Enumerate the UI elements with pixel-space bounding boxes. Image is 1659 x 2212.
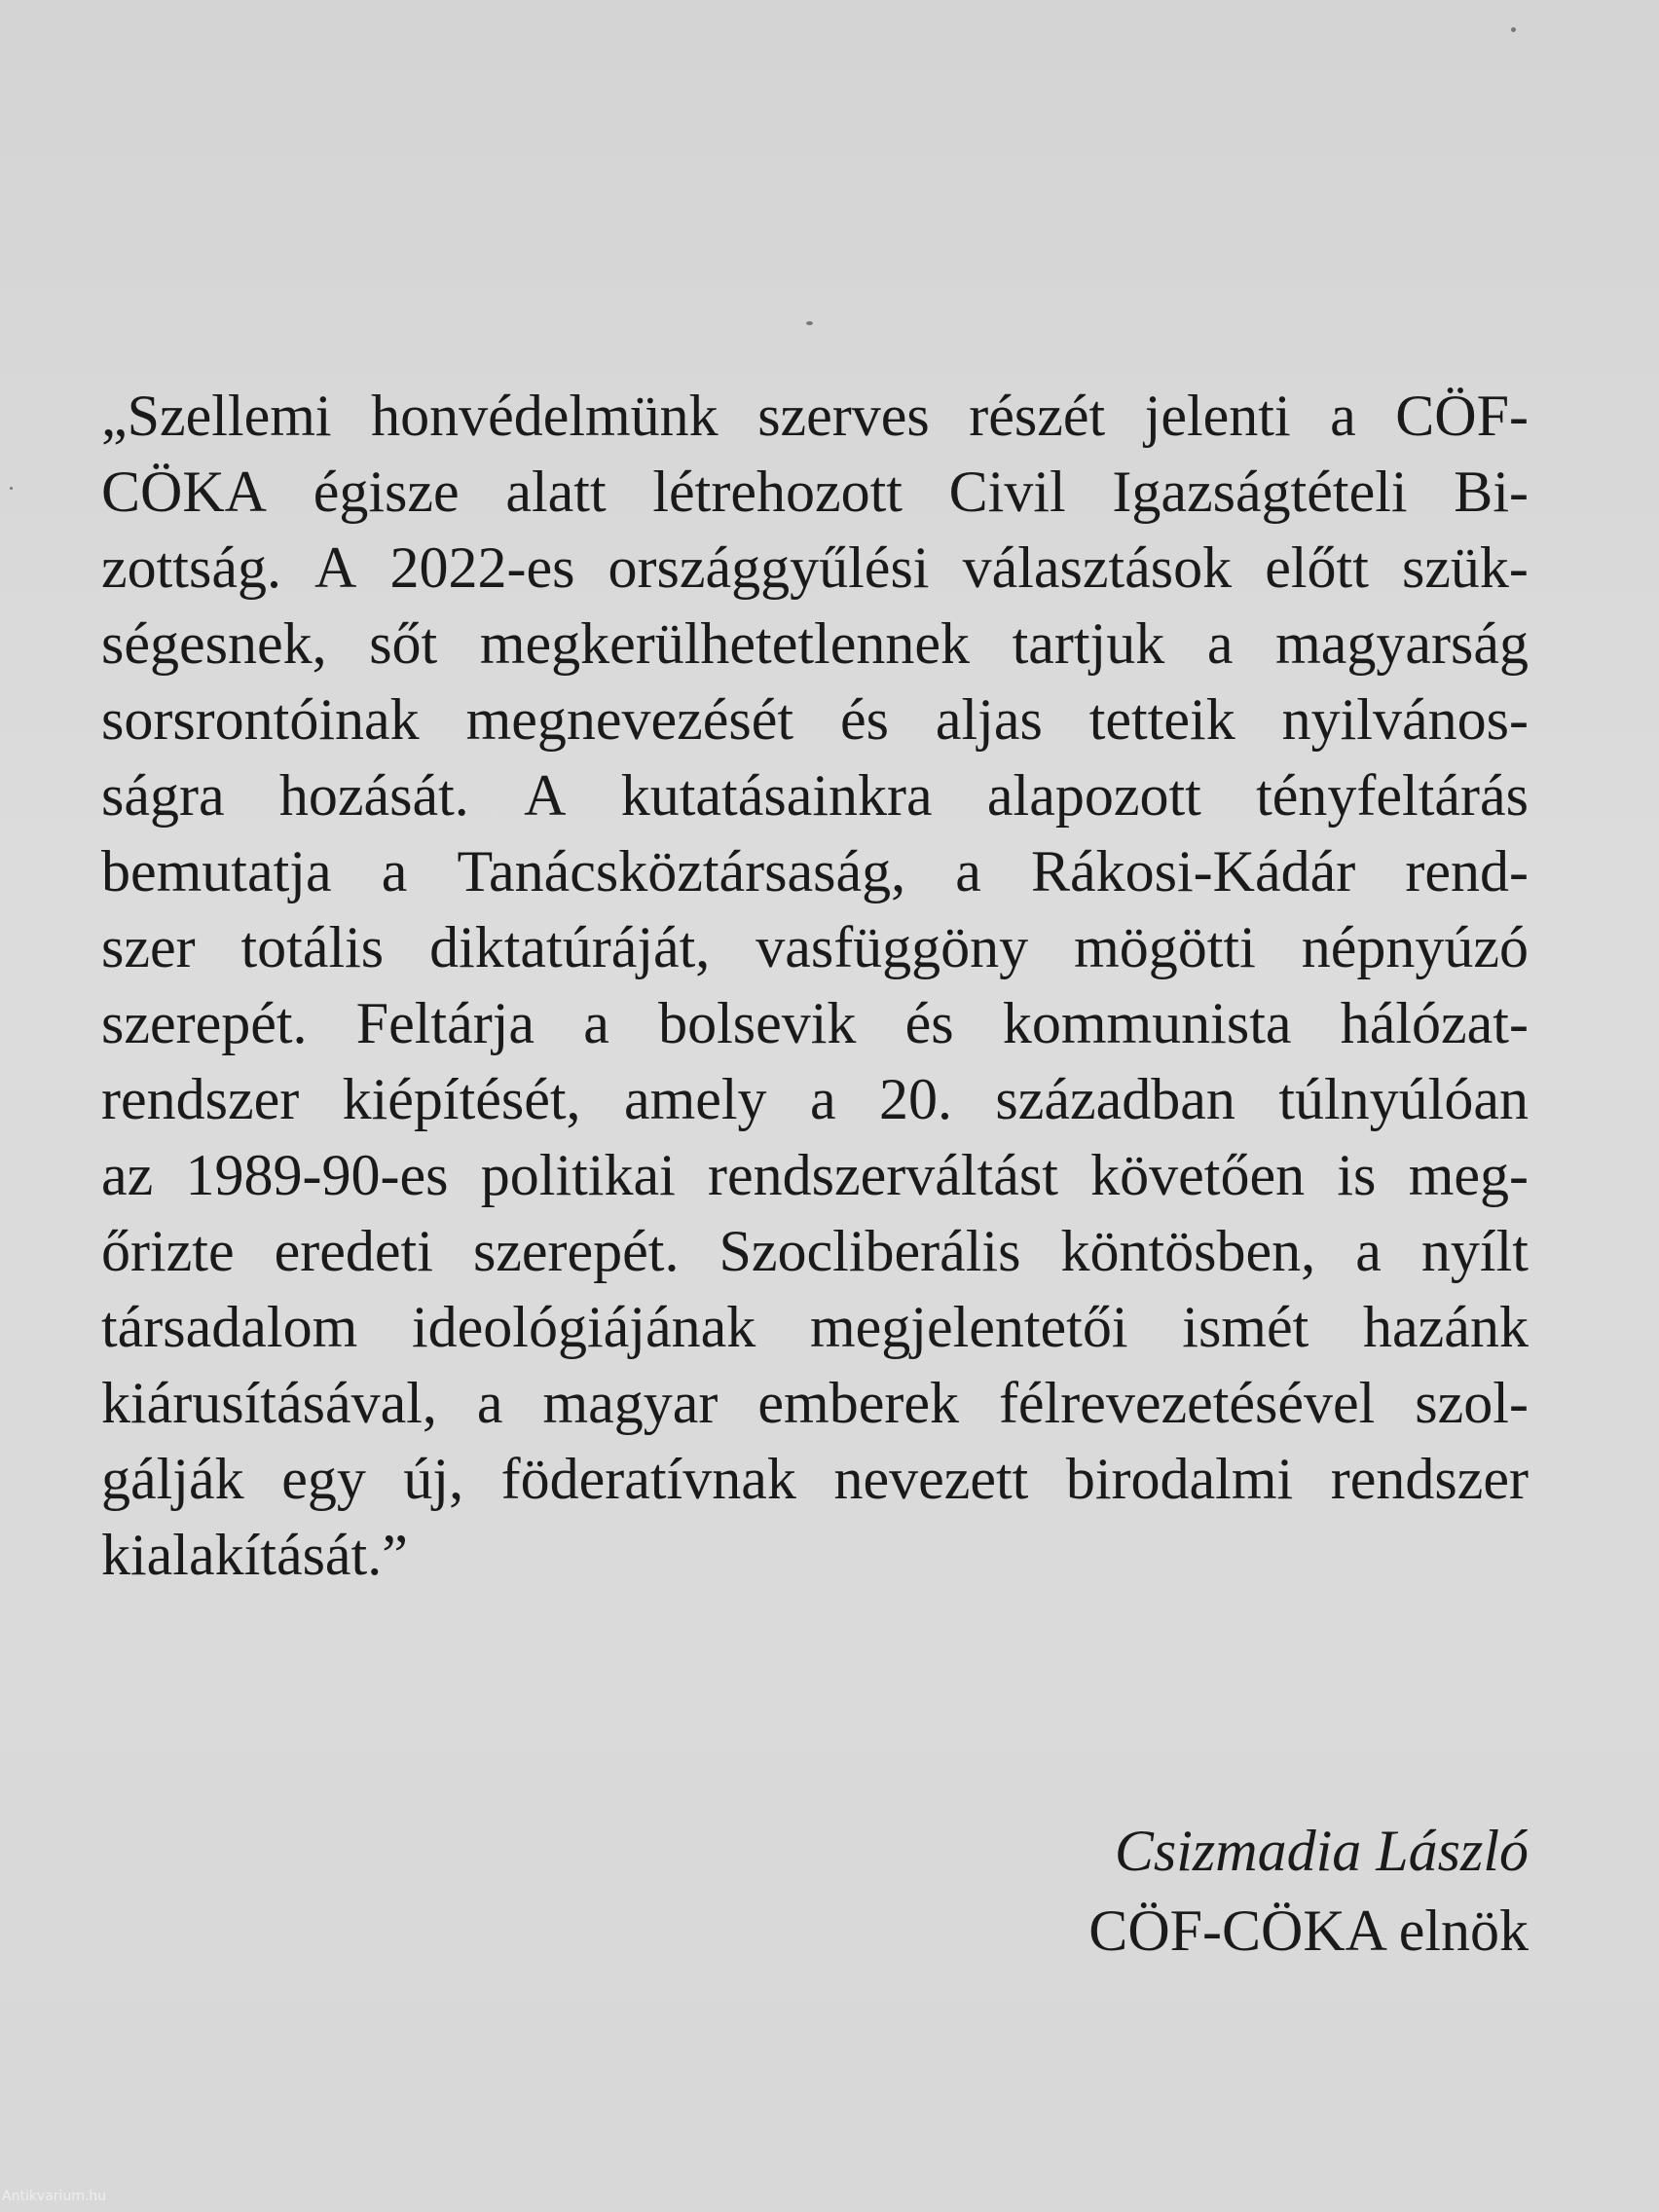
quote-word: században bbox=[995, 1067, 1235, 1131]
quote-word: egy bbox=[281, 1447, 366, 1511]
quote-word: kiárusításával, bbox=[101, 1371, 437, 1435]
quote-block bbox=[101, 378, 1529, 1593]
quote-word: hazánk bbox=[1363, 1295, 1529, 1359]
quote-word: tényfeltárás bbox=[1256, 763, 1529, 828]
quote-word: választások bbox=[962, 535, 1233, 600]
quote-word: Feltárja bbox=[355, 991, 535, 1055]
quote-word: szer bbox=[101, 915, 196, 979]
quote-word: a bbox=[809, 1067, 836, 1131]
quote-line bbox=[101, 1441, 1529, 1517]
quote-line bbox=[101, 530, 1529, 606]
signature-name: Csizmadia László bbox=[1114, 1819, 1529, 1883]
quote-word: föderatívnak bbox=[500, 1447, 796, 1511]
quote-word: népnyúzó bbox=[1301, 915, 1529, 979]
quote-word: tartjuk bbox=[1012, 611, 1165, 676]
quote-word: ideológiájának bbox=[412, 1295, 756, 1359]
quote-word: szerepét. bbox=[101, 991, 308, 1055]
paper-speck bbox=[806, 321, 813, 325]
quote-word: szerepét. bbox=[472, 1219, 680, 1283]
quote-word: birodalmi bbox=[1065, 1447, 1294, 1511]
quote-word: nyílt bbox=[1420, 1219, 1529, 1283]
quote-word: magyarság bbox=[1275, 611, 1529, 676]
quote-word: részét bbox=[969, 384, 1106, 448]
quote-word: a bbox=[1355, 1219, 1382, 1283]
quote-line bbox=[101, 757, 1529, 833]
quote-word: emberek bbox=[757, 1371, 959, 1435]
quote-word: sőt bbox=[369, 611, 438, 676]
quote-word: köntösben, bbox=[1060, 1219, 1316, 1283]
quote-word: az bbox=[101, 1143, 154, 1207]
quote-word: kutatásainkra bbox=[620, 763, 933, 828]
quote-line bbox=[101, 1289, 1529, 1365]
quote-word: túlnyúlóan bbox=[1278, 1067, 1529, 1131]
quote-word: bolsevik bbox=[658, 991, 857, 1055]
quote-word: nyilvános- bbox=[1281, 687, 1529, 752]
quote-word: Civil bbox=[948, 460, 1066, 524]
quote-word: ismét bbox=[1182, 1295, 1309, 1359]
quote-word: meg- bbox=[1408, 1143, 1529, 1207]
quote-word: Szocliberális bbox=[719, 1219, 1021, 1283]
quote-line bbox=[101, 909, 1529, 985]
paper-speck bbox=[10, 487, 13, 490]
quote-word: CÖKA bbox=[101, 460, 268, 524]
quote-word: rendszer bbox=[1330, 1447, 1529, 1511]
quote-word: őrizte bbox=[101, 1219, 235, 1283]
quote-word: ségesnek, bbox=[101, 611, 327, 676]
quote-line bbox=[101, 606, 1529, 682]
quote-word: szerves bbox=[757, 384, 930, 448]
quote-word: alapozott bbox=[986, 763, 1201, 828]
quote-word: a bbox=[1206, 611, 1234, 676]
quote-word: honvédelmünk bbox=[371, 384, 719, 448]
quote-word: Rákosi-Kádár bbox=[1031, 839, 1356, 903]
quote-word: nevezett bbox=[833, 1447, 1029, 1511]
quote-word: új, bbox=[403, 1447, 464, 1511]
quote-word: A bbox=[314, 535, 357, 600]
quote-word: CÖF- bbox=[1395, 384, 1529, 448]
quote-line bbox=[101, 1137, 1529, 1213]
quote-word: „Szellemi bbox=[101, 384, 332, 448]
quote-word: totális bbox=[240, 915, 385, 979]
quote-word: zottság. bbox=[101, 535, 281, 600]
watermark: Antikvarium.hu bbox=[2, 2189, 107, 2204]
quote-word: A bbox=[524, 763, 567, 828]
quote-word: sorsrontóinak bbox=[101, 687, 420, 752]
quote-word: társadalom bbox=[101, 1295, 358, 1359]
quote-word: kommunista bbox=[1002, 991, 1292, 1055]
quote-word: szol- bbox=[1415, 1371, 1529, 1435]
quote-line bbox=[101, 985, 1529, 1061]
quote-line bbox=[101, 1365, 1529, 1441]
quote-word: tetteik bbox=[1088, 687, 1235, 752]
quote-word: 2022-es bbox=[389, 535, 575, 600]
quote-word: Tanácsköztársaság, bbox=[457, 839, 906, 903]
quote-word: megkerülhetetlennek bbox=[479, 611, 970, 676]
quote-word: amely bbox=[623, 1067, 767, 1131]
quote-word: a bbox=[955, 839, 981, 903]
quote-word: a bbox=[1330, 384, 1356, 448]
quote-word: 1989-90-es bbox=[185, 1143, 449, 1207]
signature-block bbox=[1088, 1811, 1529, 1971]
quote-word: rend- bbox=[1405, 839, 1529, 903]
quote-line bbox=[101, 454, 1529, 530]
quote-word: a bbox=[476, 1371, 503, 1435]
quote-word: magyar bbox=[542, 1371, 719, 1435]
quote-word: alatt bbox=[505, 460, 607, 524]
quote-word: követően bbox=[1090, 1143, 1306, 1207]
quote-line bbox=[101, 833, 1529, 909]
quote-word: ságra bbox=[101, 763, 225, 828]
quote-word: szük- bbox=[1401, 535, 1529, 600]
quote-line bbox=[101, 1517, 1529, 1593]
quote-word: megjelentetői bbox=[809, 1295, 1128, 1359]
quote-word: rendszerváltást bbox=[708, 1143, 1058, 1207]
quote-word: országgyűlési bbox=[608, 535, 930, 600]
quote-word: gálják bbox=[101, 1447, 244, 1511]
quote-word: politikai bbox=[480, 1143, 676, 1207]
quote-word: előtt bbox=[1265, 535, 1369, 600]
quote-word: megnevezését bbox=[465, 687, 794, 752]
quote-word: Igazságtételi bbox=[1112, 460, 1408, 524]
quote-word: kialakítását.” bbox=[101, 1523, 408, 1587]
quote-word: létrehozott bbox=[652, 460, 903, 524]
paper-speck bbox=[1511, 27, 1516, 32]
quote-line bbox=[101, 1061, 1529, 1137]
signature-title: CÖF-CÖKA elnök bbox=[1088, 1899, 1529, 1963]
quote-word: mögötti bbox=[1074, 915, 1256, 979]
quote-word: és bbox=[904, 991, 954, 1055]
quote-word: aljas bbox=[935, 687, 1043, 752]
quote-word: hozását. bbox=[278, 763, 469, 828]
quote-word: Bi- bbox=[1454, 460, 1529, 524]
quote-word: kiépítését, bbox=[342, 1067, 581, 1131]
quote-word: a bbox=[583, 991, 609, 1055]
quote-word: hálózat- bbox=[1340, 991, 1529, 1055]
quote-word: diktatúráját, bbox=[429, 915, 711, 979]
quote-word: és bbox=[839, 687, 889, 752]
quote-word: vasfüggöny bbox=[756, 915, 1029, 979]
quote-word: bemutatja bbox=[101, 839, 332, 903]
quote-line bbox=[101, 1213, 1529, 1289]
quote-word: 20. bbox=[879, 1067, 952, 1131]
quote-word: félrevezetésével bbox=[998, 1371, 1376, 1435]
quote-word: a bbox=[381, 839, 408, 903]
quote-word: rendszer bbox=[101, 1067, 300, 1131]
quote-word: eredeti bbox=[274, 1219, 433, 1283]
quote-word: is bbox=[1337, 1143, 1377, 1207]
quote-line bbox=[101, 378, 1529, 454]
quote-word: égisze bbox=[313, 460, 460, 524]
quote-word: jelenti bbox=[1144, 384, 1291, 448]
quote-line bbox=[101, 682, 1529, 757]
